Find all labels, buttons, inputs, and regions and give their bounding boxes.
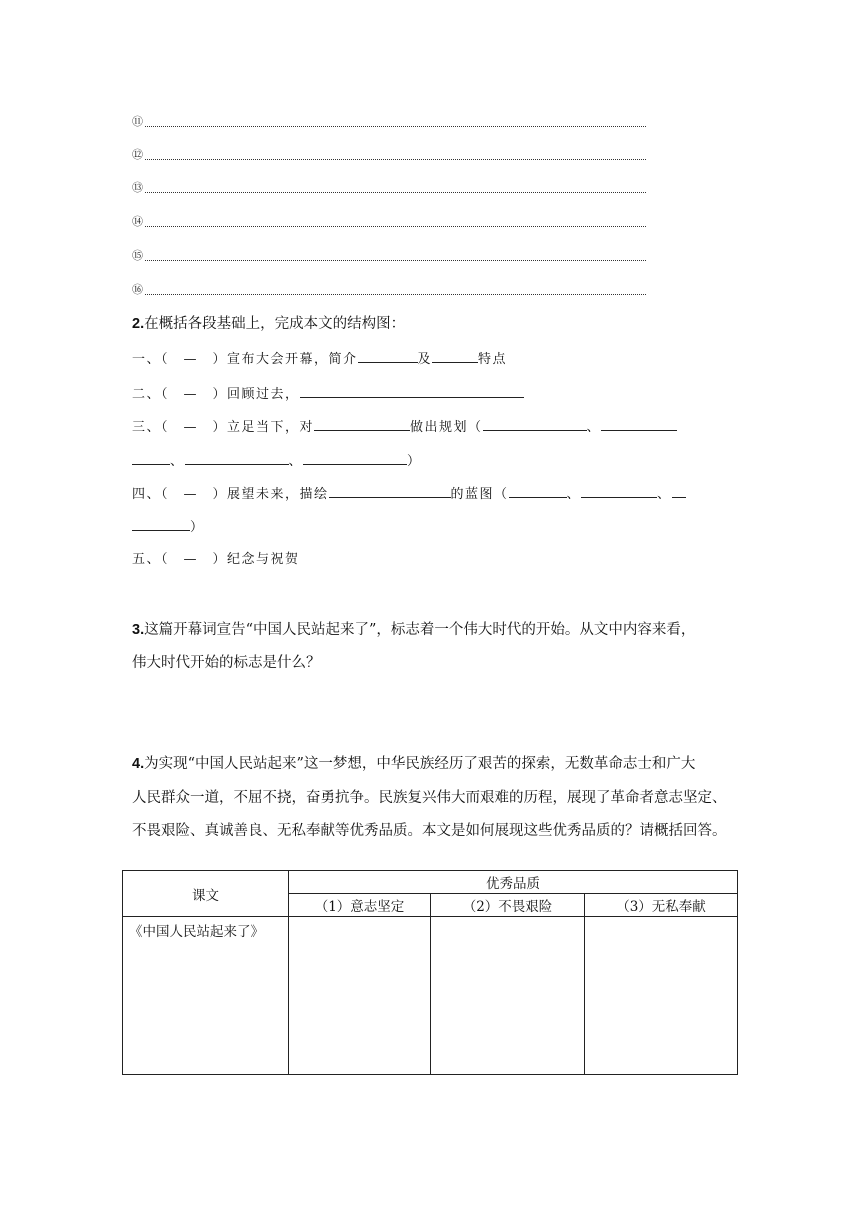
question-number: 4. bbox=[132, 756, 145, 772]
item-number: ⑯ bbox=[132, 283, 143, 296]
blank-field[interactable] bbox=[329, 485, 451, 498]
blank-field[interactable] bbox=[303, 452, 407, 465]
row-label: 二、（ — ）回顾过去， bbox=[132, 387, 300, 402]
blank-field[interactable] bbox=[509, 485, 567, 498]
blank-field[interactable] bbox=[672, 485, 686, 498]
header-sub-3: （3）无私奉献 bbox=[585, 894, 738, 917]
blank-field[interactable] bbox=[483, 418, 587, 431]
question-2 bbox=[132, 315, 405, 333]
blank-field[interactable] bbox=[185, 452, 289, 465]
answer-line-13[interactable] bbox=[132, 181, 646, 197]
header-qualities: 优秀品质 bbox=[289, 871, 738, 894]
structure-row-3-cont: 、 、 ） bbox=[132, 452, 422, 470]
blank-field[interactable] bbox=[132, 452, 170, 465]
header-sub-2: （2）不畏艰险 bbox=[431, 894, 585, 917]
item-number: ⑪ bbox=[132, 115, 143, 128]
question-text: 不畏艰险、真诚善良、无私奉献等优秀品质。本文是如何展现这些优秀品质的？请概括回答。 bbox=[132, 823, 727, 839]
answer-cell-3[interactable] bbox=[585, 917, 738, 1075]
blank-field[interactable] bbox=[314, 418, 410, 431]
row-label: 五、（ — ）纪念与祝贺 bbox=[132, 552, 300, 567]
item-number: ⑮ bbox=[132, 249, 143, 262]
row-text-title: 《中国人民站起来了》 bbox=[123, 917, 289, 1075]
item-number: ⑬ bbox=[132, 181, 143, 194]
question-text: 伟大时代开始的标志是什么？ bbox=[132, 655, 321, 671]
answer-cell-2[interactable] bbox=[431, 917, 585, 1075]
structure-row-3: 三、（ — ）立足当下，对 做出规划（ 、 bbox=[132, 418, 677, 436]
header-sub-1: （1）意志坚定 bbox=[289, 894, 431, 917]
question-text: 人民群众一道，不屈不挠，奋勇抗争。民族复兴伟大而艰难的历程，展现了革命者意志坚定、 bbox=[132, 790, 727, 806]
item-number: ⑭ bbox=[132, 215, 143, 228]
structure-row-5 bbox=[132, 552, 300, 568]
blank-field[interactable] bbox=[581, 485, 657, 498]
structure-row-1: 一、（ — ）宣布大会开幕，简介 及 特点 bbox=[132, 352, 508, 367]
question-text: 这篇开幕词宣告“中国人民站起来了”，标志着一个伟大时代的开始。从文中内容来看， bbox=[144, 622, 696, 638]
question-4-line-3 bbox=[132, 822, 727, 840]
answer-line-16[interactable] bbox=[132, 283, 646, 299]
row-label: 四、（ — ）展望未来，描绘 bbox=[132, 487, 329, 502]
blank-field[interactable] bbox=[300, 385, 524, 398]
answer-table bbox=[122, 870, 738, 1075]
question-text: 在概括各段基础上，完成本文的结构图： bbox=[144, 316, 406, 332]
item-number: ⑫ bbox=[132, 148, 143, 161]
row-label: 一、（ — ）宣布大会开幕，简介 bbox=[132, 352, 358, 367]
answer-line-11[interactable] bbox=[132, 115, 646, 131]
structure-row-2 bbox=[132, 385, 524, 403]
structure-row-4-cont: ） bbox=[132, 518, 205, 536]
blank-field[interactable] bbox=[132, 518, 190, 531]
question-4 bbox=[132, 755, 695, 773]
blank-field[interactable] bbox=[601, 418, 677, 431]
blank-field[interactable] bbox=[432, 350, 478, 363]
row-label: 三、（ — ）立足当下，对 bbox=[132, 420, 315, 435]
question-number: 3. bbox=[132, 622, 145, 638]
answer-line-15[interactable] bbox=[132, 249, 646, 265]
answer-line-14[interactable] bbox=[132, 215, 646, 231]
question-4-line-2 bbox=[132, 789, 727, 807]
answer-line-12[interactable] bbox=[132, 148, 646, 164]
question-3 bbox=[132, 621, 695, 639]
header-text: 课文 bbox=[123, 871, 289, 917]
blank-field[interactable] bbox=[358, 350, 418, 363]
question-text: 为实现“中国人民站起来”这一梦想，中华民族经历了艰苦的探索，无数革命志士和广大 bbox=[144, 756, 696, 772]
question-number: 2. bbox=[132, 316, 145, 332]
question-3-line-2 bbox=[132, 654, 321, 672]
structure-row-4: 四、（ — ）展望未来，描绘 的蓝图（ 、 、 bbox=[132, 485, 686, 503]
answer-cell-1[interactable] bbox=[289, 917, 431, 1075]
